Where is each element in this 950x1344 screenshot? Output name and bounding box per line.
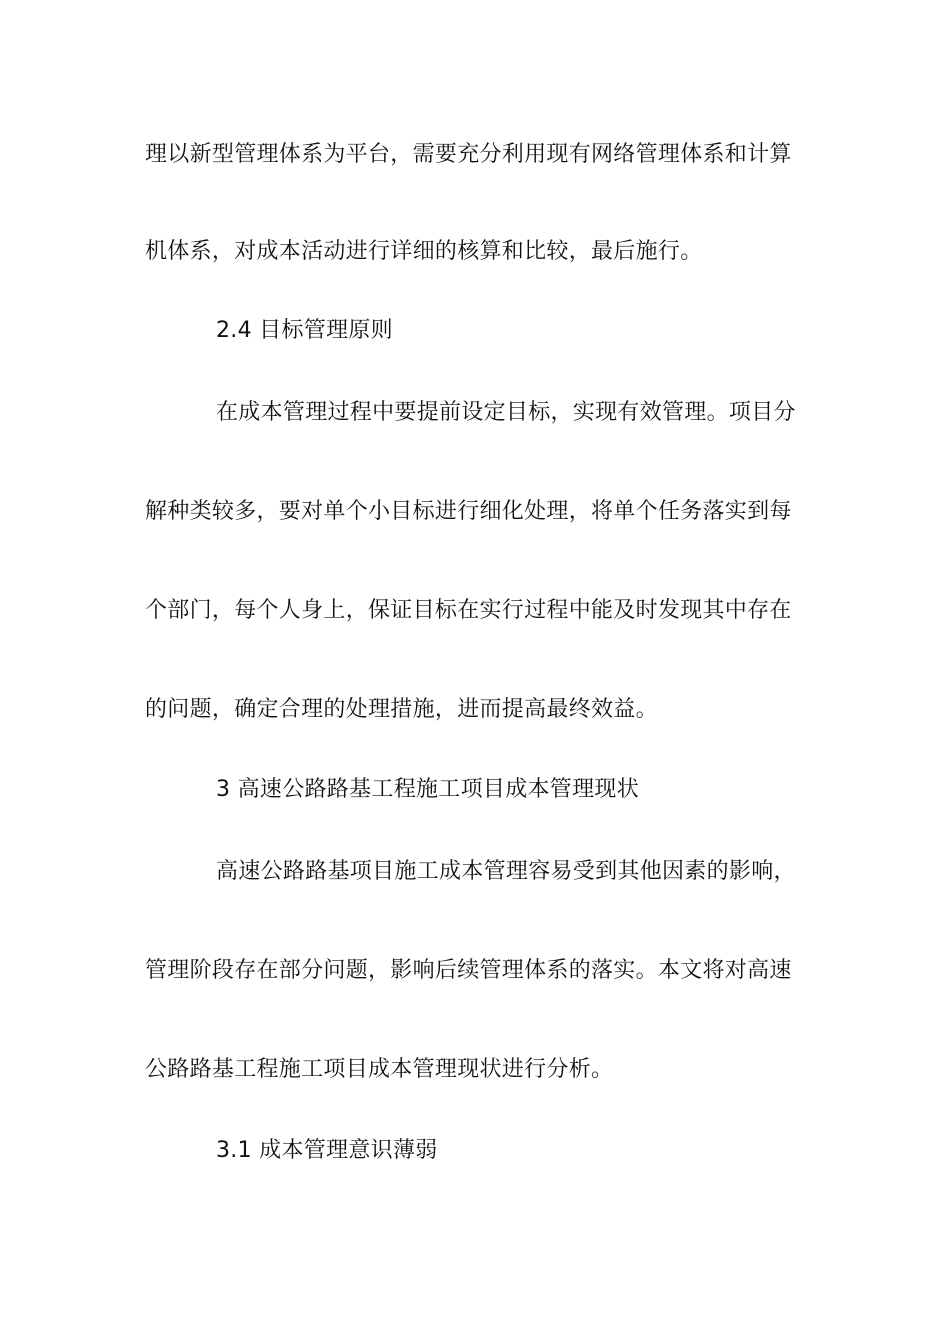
- paragraph-line: 解种类较多，要对单个小目标进行细化处理，将单个任务落实到每: [145, 499, 792, 524]
- section-heading-2-4: 2.4 目标管理原则: [216, 318, 393, 343]
- paragraph-line: 管理阶段存在部分问题，影响后续管理体系的落实。本文将对高速: [145, 958, 792, 983]
- paragraph-line: 公路路基工程施工项目成本管理现状进行分析。: [145, 1057, 614, 1082]
- paragraph-line: 机体系，对成本活动进行详细的核算和比较，最后施行。: [145, 239, 703, 264]
- paragraph-line: 的问题，确定合理的处理措施，进而提高最终效益。: [145, 697, 658, 722]
- paragraph-line: 在成本管理过程中要提前设定目标，实现有效管理。项目分: [216, 400, 796, 425]
- paragraph-line: 高速公路路基项目施工成本管理容易受到其他因素的影响，: [216, 859, 796, 884]
- paragraph-line: 理以新型管理体系为平台，需要充分利用现有网络管理体系和计算: [145, 142, 792, 167]
- paragraph-line: 个部门，每个人身上，保证目标在实行过程中能及时发现其中存在: [145, 598, 792, 623]
- section-heading-3-1: 3.1 成本管理意识薄弱: [216, 1138, 438, 1163]
- section-heading-3: 3 高速公路路基工程施工项目成本管理现状: [216, 777, 639, 802]
